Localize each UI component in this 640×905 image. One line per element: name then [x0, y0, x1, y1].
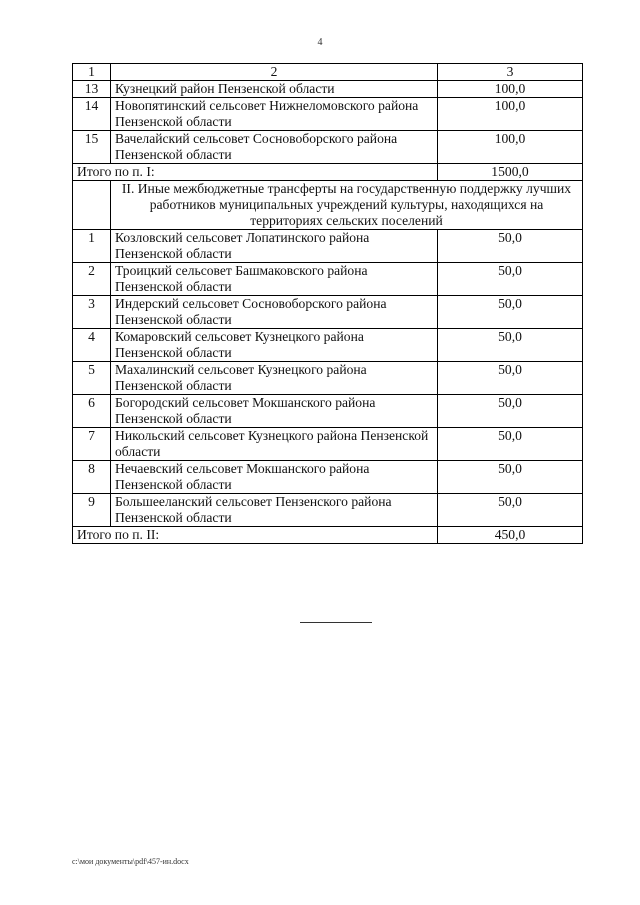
table-row [73, 230, 583, 263]
header-col-name: 2 [111, 64, 438, 81]
row-value: 50,0 [438, 428, 583, 461]
row-value: 50,0 [438, 329, 583, 362]
row-number: 4 [73, 329, 111, 362]
row-number: 9 [73, 494, 111, 527]
row-name: Большееланский сельсовет Пензенского района Пензенской области [111, 494, 438, 527]
header-col-number: 1 [73, 64, 111, 81]
row-value: 100,0 [438, 98, 583, 131]
total-row-2 [73, 527, 583, 544]
row-name: Никольский сельсовет Кузнецкого района Пензенской области [111, 428, 438, 461]
total-row-1 [73, 164, 583, 181]
row-number: 1 [73, 230, 111, 263]
total-1-value: 1500,0 [438, 164, 583, 181]
footer-file-path: c:\мои документы\pdf\457-ин.docx [72, 857, 189, 866]
row-value: 50,0 [438, 494, 583, 527]
page-number: 4 [317, 37, 323, 48]
table-header-row [73, 64, 583, 81]
table-row [73, 461, 583, 494]
table-row [73, 98, 583, 131]
table-row [73, 494, 583, 527]
row-number: 15 [73, 131, 111, 164]
row-value: 50,0 [438, 230, 583, 263]
row-value: 50,0 [438, 362, 583, 395]
total-1-label: Итого по п. I: [73, 164, 438, 181]
row-name: Козловский сельсовет Лопатинского района Пензенской области [111, 230, 438, 263]
row-name: Богородский сельсовет Мокшанского района Пензенской области [111, 395, 438, 428]
row-name: Вачелайский сельсовет Сосновоборского района Пензенской области [111, 131, 438, 164]
header-col-value: 3 [438, 64, 583, 81]
row-name: Индерский сельсовет Сосновоборского района Пензенской области [111, 296, 438, 329]
table-row [73, 131, 583, 164]
row-value: 50,0 [438, 461, 583, 494]
table-row [73, 81, 583, 98]
row-value: 50,0 [438, 395, 583, 428]
table-row [73, 395, 583, 428]
section-2-spacer [73, 181, 111, 230]
section-2-header-row [73, 181, 583, 230]
row-number: 14 [73, 98, 111, 131]
row-name: Кузнецкий район Пензенской области [111, 81, 438, 98]
row-name: Троицкий сельсовет Башмаковского района Пензенской области [111, 263, 438, 296]
row-value: 50,0 [438, 263, 583, 296]
row-number: 6 [73, 395, 111, 428]
row-name: Комаровский сельсовет Кузнецкого района Пензенской области [111, 329, 438, 362]
allocation-table [72, 63, 583, 544]
row-number: 7 [73, 428, 111, 461]
row-number: 3 [73, 296, 111, 329]
row-value: 100,0 [438, 131, 583, 164]
row-name: Новопятинский сельсовет Нижнеломовского района Пензенской области [111, 98, 438, 131]
table-row [73, 329, 583, 362]
section-2-title: II. Иные межбюджетные трансферты на государственную поддержку лучших работников муниципальных учреждений культуры, находящихся на территориях сельских поселений [111, 181, 583, 230]
table-row [73, 428, 583, 461]
end-divider-line [300, 622, 372, 623]
row-number: 2 [73, 263, 111, 296]
row-name: Нечаевский сельсовет Мокшанского района Пензенской области [111, 461, 438, 494]
total-2-label: Итого по п. II: [73, 527, 438, 544]
row-name: Махалинский сельсовет Кузнецкого района Пензенской области [111, 362, 438, 395]
table-row [73, 263, 583, 296]
row-number: 5 [73, 362, 111, 395]
table-row [73, 296, 583, 329]
row-number: 8 [73, 461, 111, 494]
row-value: 100,0 [438, 81, 583, 98]
total-2-value: 450,0 [438, 527, 583, 544]
table-row [73, 362, 583, 395]
row-value: 50,0 [438, 296, 583, 329]
row-number: 13 [73, 81, 111, 98]
